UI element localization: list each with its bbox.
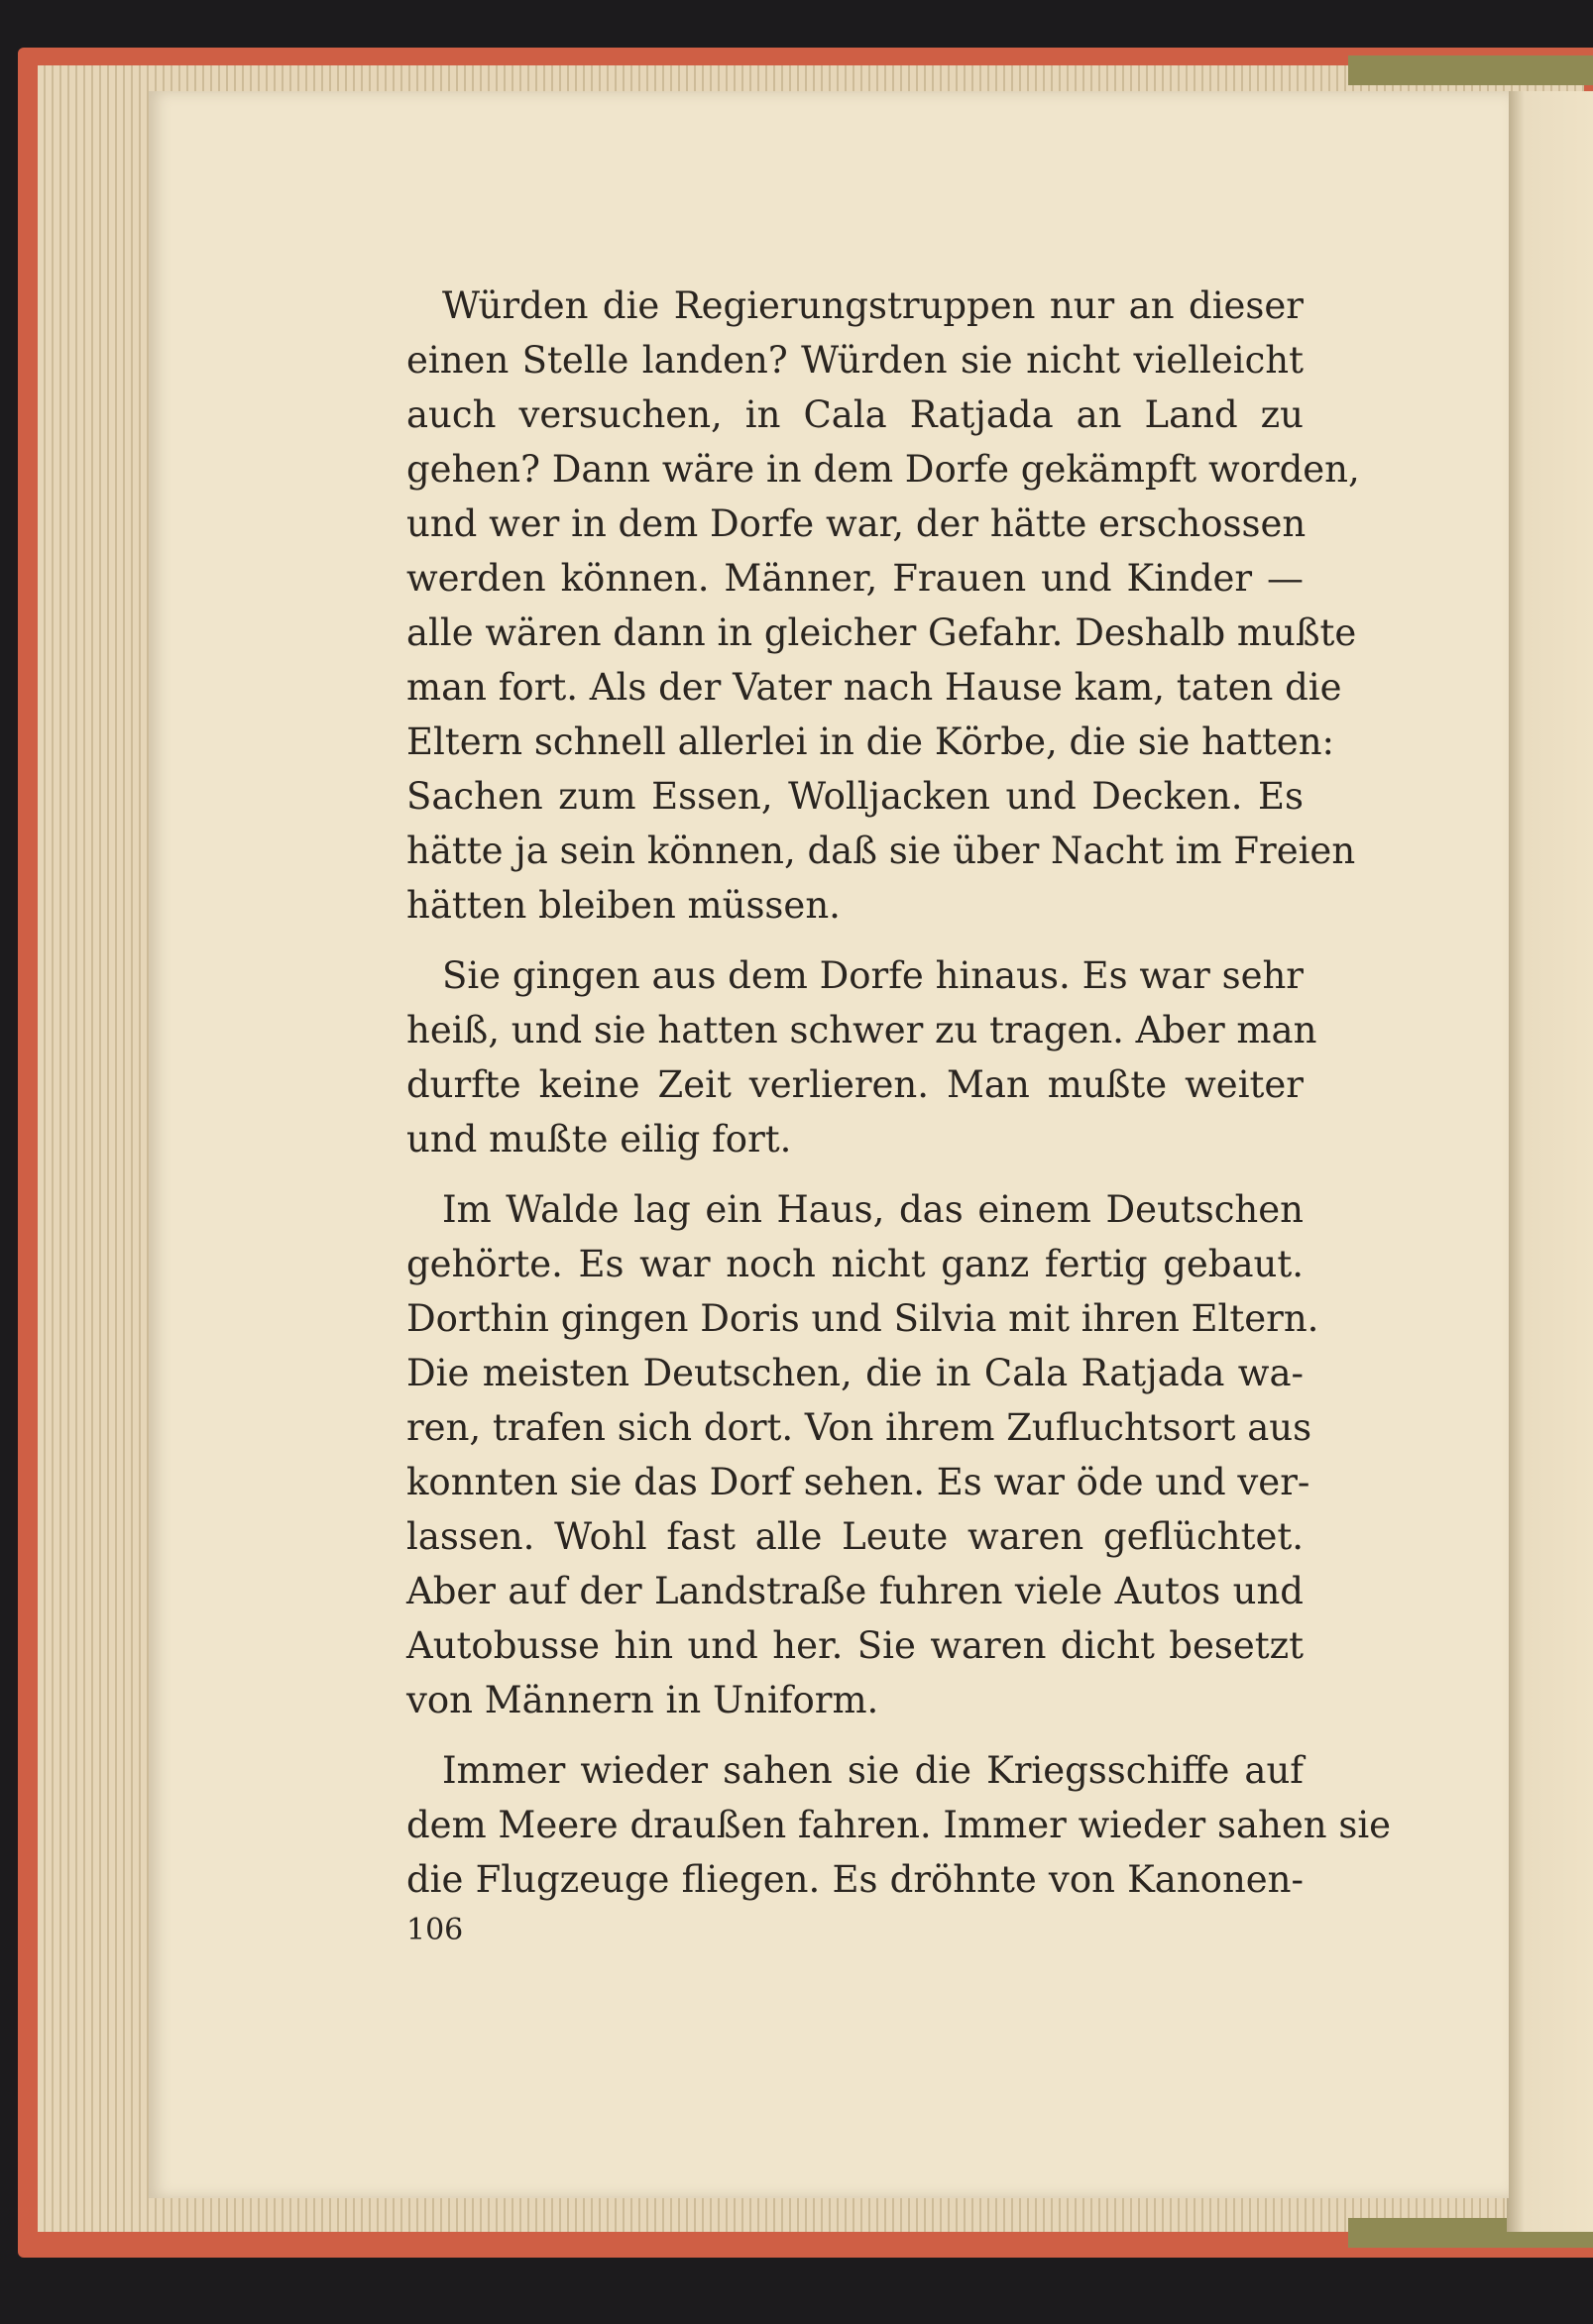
page-number: 106 [406,1913,464,1947]
text-line: und wer in dem Dorfe war, der hätte erschossen [406,502,1307,545]
text-line: gehen? Dann wäre in dem Dorfe gekämpft worden, [406,448,1360,491]
text-line: alle wären dann in gleicher Gefahr. Deshalb mußte [406,611,1357,654]
binding-edge-top [1348,55,1593,85]
text-line: Autobusse hin und her. Sie waren dicht besetzt [406,1624,1304,1667]
text-line: Im Walde lag ein Haus, das einem Deutschen [442,1188,1304,1231]
facing-page [1507,91,1593,2232]
paragraph-gap [406,1727,1304,1743]
text-line: Würden die Regierungstruppen nur an dieser [442,284,1304,327]
text-line: werden können. Männer, Frauen und Kinder — [406,557,1304,600]
text-line: und mußte eilig fort. [406,1118,792,1161]
text-line: die Flugzeuge fliegen. Es dröhnte von Kanonen- [406,1858,1304,1901]
text-line: durfte keine Zeit verlieren. Man mußte weiter [406,1063,1304,1106]
text-line: heiß, und sie hatten schwer zu tragen. Aber man [406,1009,1317,1051]
text-line: Sie gingen aus dem Dorfe hinaus. Es war sehr [442,954,1304,997]
text-line: Aber auf der Landstraße fuhren viele Autos und [406,1570,1304,1612]
text-line: man fort. Als der Vater nach Hause kam, taten die [406,666,1342,709]
text-line: hätte ja sein können, daß sie über Nacht im Freien [406,830,1356,872]
text-line: auch versuchen, in Cala Ratjada an Land zu [406,393,1304,436]
text-line: Dorthin gingen Doris und Silvia mit ihren Eltern. [406,1297,1319,1340]
text-line: Immer wieder sahen sie die Kriegsschiffe auf [442,1749,1304,1792]
text-line: hätten bleiben müssen. [406,884,841,927]
text-line: Sachen zum Essen, Wolljacken und Decken. Es [406,775,1304,818]
text-line: von Männern in Uniform. [406,1679,879,1721]
text-line: gehörte. Es war noch nicht ganz fertig gebaut. [406,1243,1304,1285]
text-line: Die meisten Deutschen, die in Cala Ratjada wa- [406,1352,1304,1394]
paragraph-gap [406,933,1304,948]
text-line: ren, trafen sich dort. Von ihrem Zufluchtsort aus [406,1406,1312,1449]
page-text [406,278,1392,1907]
text-line: einen Stelle landen? Würden sie nicht vielleicht [406,339,1304,382]
text-line: lassen. Wohl fast alle Leute waren geflüchtet. [406,1515,1304,1558]
paragraph-gap [406,1166,1304,1182]
text-line: konnten sie das Dorf sehen. Es war öde und ver- [406,1461,1310,1503]
text-line: dem Meere draußen fahren. Immer wieder sahen sie [406,1804,1392,1846]
text-line: Eltern schnell allerlei in die Körbe, die sie hatten: [406,720,1335,763]
